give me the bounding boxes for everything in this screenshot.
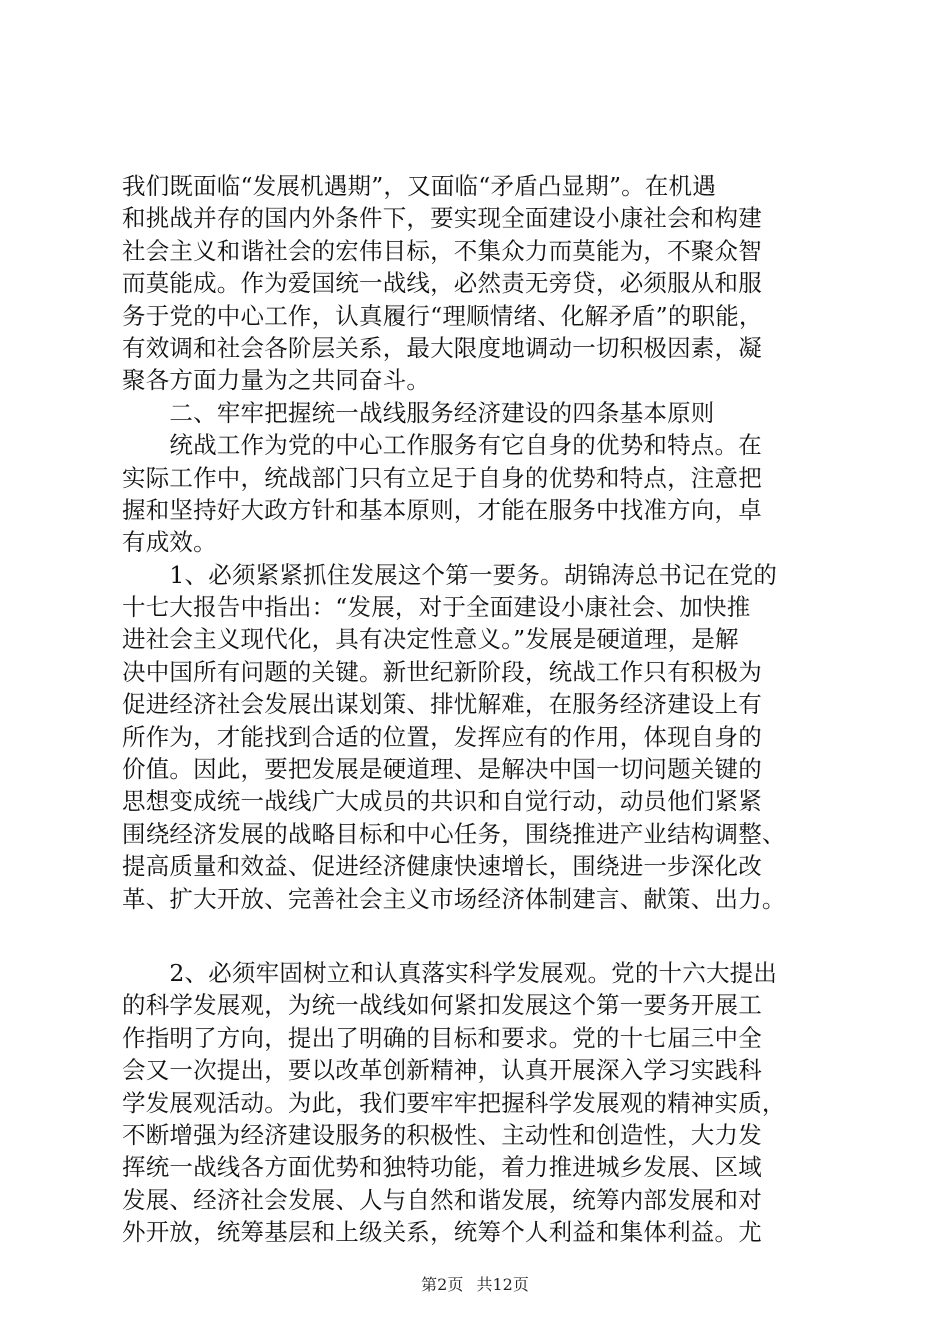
text-line: 务于党的中心工作，认真履行“理顺情绪、化解矛盾”的职能， bbox=[122, 301, 763, 330]
text-line: 革、扩大开放、完善社会主义市场经济体制建言、献策、出力。 bbox=[122, 884, 786, 913]
text-line: 有成效。 bbox=[122, 528, 217, 557]
text-line: 不断增强为经济建设服务的积极性、主动性和创造性，大力发 bbox=[122, 1120, 762, 1149]
document-body bbox=[122, 170, 838, 1249]
page-number: 第2页 bbox=[421, 1275, 464, 1294]
text-line: 作指明了方向，提出了明确的目标和要求。党的十七届三中全 bbox=[122, 1023, 762, 1052]
text-line: 促进经济社会发展出谋划策、排忧解难，在服务经济建设上有 bbox=[122, 690, 762, 719]
paragraph-gap bbox=[122, 915, 838, 957]
body-section-1 bbox=[122, 170, 838, 915]
text-line: 1、必须紧紧抓住发展这个第一要务。胡锦涛总书记在党的 bbox=[122, 560, 778, 589]
text-line: 聚各方面力量为之共同奋斗。 bbox=[122, 366, 431, 395]
text-line: 提高质量和效益、促进经济健康快速增长，围绕进一步深化改 bbox=[122, 852, 762, 881]
text-line: 2、必须牢固树立和认真落实科学发展观。党的十六大提出 bbox=[122, 958, 778, 987]
text-line: 围绕经济发展的战略目标和中心任务，围绕推进产业结构调整、 bbox=[122, 819, 786, 848]
text-line: 有效调和社会各阶层关系，最大限度地调动一切积极因素，凝 bbox=[122, 333, 762, 362]
text-line: 握和坚持好大政方针和基本原则，才能在服务中找准方向，卓 bbox=[122, 495, 762, 524]
text-line: 挥统一战线各方面优势和独特功能，着力推进城乡发展、区域 bbox=[122, 1153, 762, 1182]
text-line: 外开放，统筹基层和上级关系，统筹个人利益和集体利益。尤 bbox=[122, 1218, 762, 1247]
text-line: 十七大报告中指出：“发展，对于全面建设小康社会、加快推 bbox=[122, 593, 751, 622]
text-line: 决中国所有问题的关键。新世纪新阶段，统战工作只有积极为 bbox=[122, 657, 762, 686]
page-total: 共12页 bbox=[476, 1275, 529, 1294]
page-footer bbox=[0, 1272, 950, 1295]
text-line: 思想变成统一战线广大成员的共识和自觉行动，动员他们紧紧 bbox=[122, 787, 762, 816]
body-section-2 bbox=[122, 957, 838, 1249]
text-line: 而莫能成。作为爱国统一战线，必然责无旁贷，必须服从和服 bbox=[122, 269, 762, 298]
text-line: 学发展观活动。为此，我们要牢牢把握科学发展观的精神实质， bbox=[122, 1088, 786, 1117]
text-line: 我们既面临“发展机遇期”，又面临“矛盾凸显期”。在机遇 bbox=[122, 172, 716, 200]
text-line: 的科学发展观，为统一战线如何紧扣发展这个第一要务开展工 bbox=[122, 991, 762, 1020]
text-line: 二、牢牢把握统一战线服务经济建设的四条基本原则 bbox=[122, 398, 715, 427]
text-line: 统战工作为党的中心工作服务有它自身的优势和特点。在 bbox=[122, 431, 762, 460]
text-line: 会又一次提出，要以改革创新精神，认真开展深入学习实践科 bbox=[122, 1056, 762, 1085]
text-line: 进社会主义现代化，具有决定性意义。”发展是硬道理，是解 bbox=[122, 625, 739, 654]
text-line: 和挑战并存的国内外条件下，要实现全面建设小康社会和构建 bbox=[122, 204, 762, 233]
text-line: 所作为，才能找到合适的位置，发挥应有的作用，体现自身的 bbox=[122, 722, 762, 751]
text-line: 社会主义和谐社会的宏伟目标，不集众力而莫能为，不聚众智 bbox=[122, 236, 762, 265]
text-line: 价值。因此，要把发展是硬道理、是解决中国一切问题关键的 bbox=[122, 755, 762, 784]
text-line: 发展、经济社会发展、人与自然和谐发展，统筹内部发展和对 bbox=[122, 1185, 762, 1214]
text-line: 实际工作中，统战部门只有立足于自身的优势和特点，注意把 bbox=[122, 463, 762, 492]
